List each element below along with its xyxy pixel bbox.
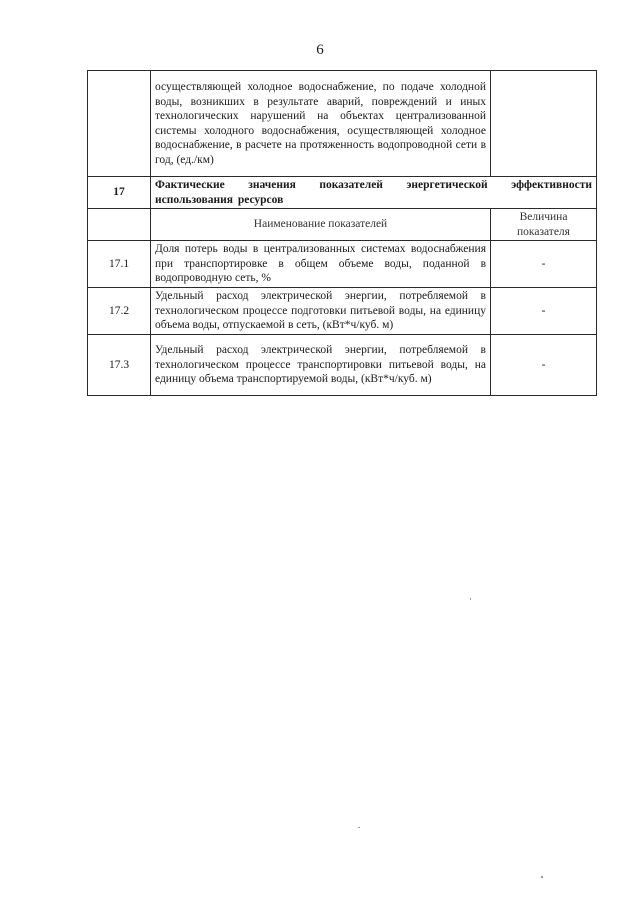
row-value: - [491, 241, 597, 288]
header-value-label: Величина показателя [491, 209, 597, 241]
table-row [88, 288, 597, 335]
row-number: 17.1 [88, 241, 151, 288]
row-value: - [491, 335, 597, 396]
scan-speck [470, 598, 471, 600]
section-title: Фактические значения показателей энергетической эффективности использования ресурсов [151, 177, 597, 209]
header-name-label: Наименование показателей [151, 209, 491, 241]
scan-speck [541, 876, 543, 878]
indicators-table [87, 70, 597, 396]
row-text: Доля потерь воды в централизованных системах водоснабжения при транспортировке в общем объеме воды, поданной в водопроводную сеть, % [151, 241, 491, 288]
table-row [88, 241, 597, 288]
continuation-number-cell [88, 71, 151, 177]
row-text: Удельный расход электрической энергии, потребляемой в технологическом процессе транспортировки питьевой воды, на единицу объема транспортируемой воды, (кВт*ч/куб. м) [151, 335, 491, 396]
header-number-cell [88, 209, 151, 241]
section-number: 17 [88, 177, 151, 209]
row-number: 17.2 [88, 288, 151, 335]
row-number: 17.3 [88, 335, 151, 396]
row-text: Удельный расход электрической энергии, потребляемой в технологическом процессе подготовки питьевой воды, на единицу объема воды, отпускаемой в сеть, (кВт*ч/куб. м) [151, 288, 491, 335]
section-row [88, 177, 597, 209]
page-number: 6 [316, 42, 324, 58]
table-row [88, 335, 597, 396]
continuation-text: осуществляющей холодное водоснабжение, по подаче холодной воды, возникших в результате аварий, повреждений и иных технологических нарушений на объектах централизованной системы холодного водоснабжения, осуществляющей холодное водоснабжение, в расчете на протяженность водопроводной сети в год, (ед./км) [151, 71, 491, 177]
table-header-row [88, 209, 597, 241]
continuation-row [88, 71, 597, 177]
continuation-value [491, 71, 597, 177]
row-value: - [491, 288, 597, 335]
scan-speck [358, 827, 360, 828]
